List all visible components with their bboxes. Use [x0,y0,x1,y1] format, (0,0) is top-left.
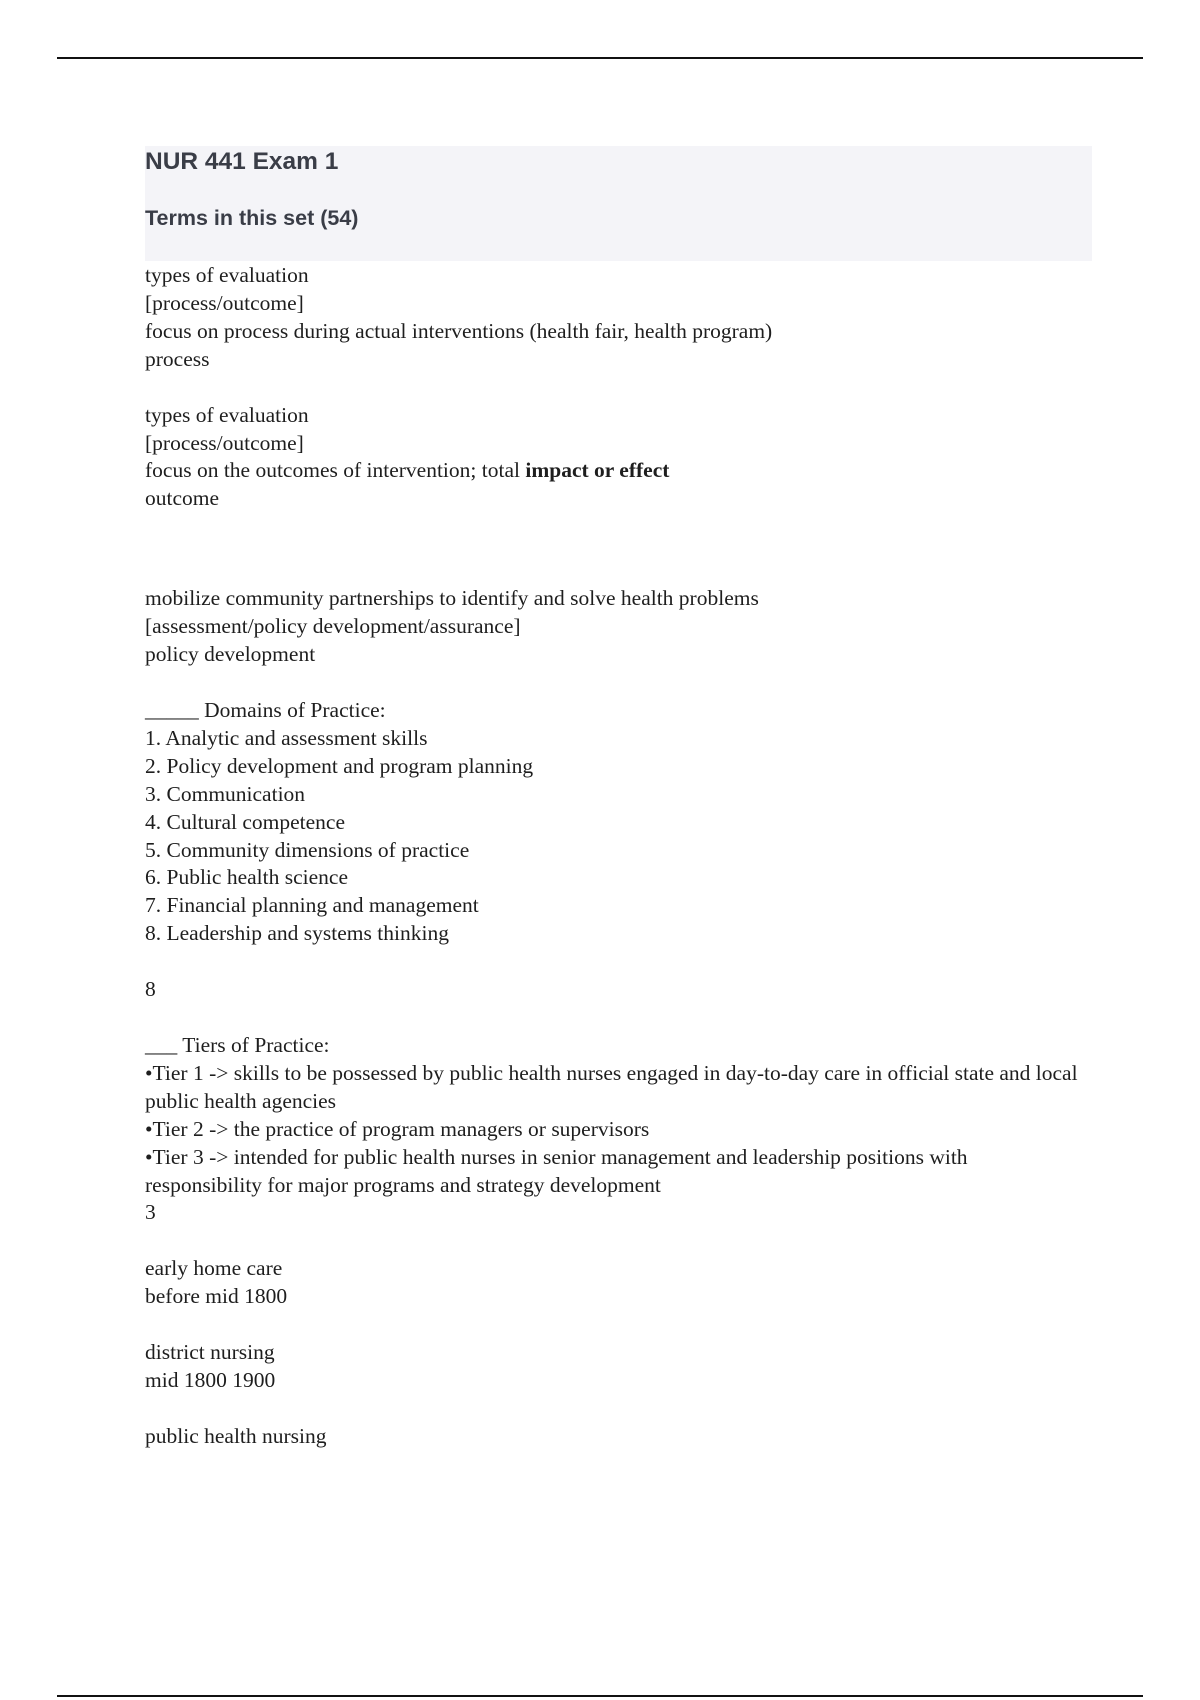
card-term-line: _____ Domains of Practice: [145,697,386,722]
card-term-line: [assessment/policy development/assurance] [145,614,521,639]
card-definition: process [145,346,210,371]
card-term-line: district nursing [145,1340,275,1365]
card-term-line: focus on process during actual interventions (health fair, health program) [145,318,773,343]
flashcard [145,1032,1085,1227]
card-term-line: early home care [145,1256,283,1281]
card-term-line: [process/outcome] [145,430,304,455]
card-term-line: 8. Leadership and systems thinking [145,921,449,946]
card-term-text: focus on the outcomes of intervention; total [145,458,526,483]
card-term-line [145,457,1085,485]
card-term-line: 6. Public health science [145,865,348,890]
card-definition: 3 [145,1200,156,1225]
flashcard [145,697,1085,1004]
card-definition: outcome [145,486,220,511]
flashcard [145,1423,1085,1451]
card-term-line: 3. Communication [145,781,306,806]
flashcard [145,585,1085,669]
bottom-rule [57,1695,1143,1697]
card-term-line: [process/outcome] [145,290,304,315]
card-term-line: 7. Financial planning and management [145,893,479,918]
card-term-line: public health nursing [145,1424,327,1448]
card-term-line: types of evaluation [145,263,309,287]
card-definition: before mid 1800 [145,1284,288,1309]
top-rule [57,57,1143,59]
card-definition: policy development [145,642,316,667]
set-title: NUR 441 Exam 1 [145,148,339,175]
card-term-line: types of evaluation [145,402,309,427]
flashcard [145,1255,1085,1311]
terms-count-heading: Terms in this set (54) [145,206,359,230]
card-term-line: •Tier 2 -> the practice of program managers or supervisors [145,1116,650,1141]
card-term-line: 4. Cultural competence [145,809,345,834]
card-definition: 8 [145,977,156,1002]
card-definition: mid 1800 1900 [145,1368,276,1393]
card-term-emphasis: impact or effect [525,458,670,483]
card-term-line: 2. Policy development and program planning [145,753,534,778]
card-term-line: 5. Community dimensions of practice [145,837,470,862]
card-term-line: •Tier 1 -> skills to be possessed by public health nurses engaged in day-to-day care in official state and local public health agencies [145,1060,1078,1113]
flashcard-list [145,262,1085,1451]
card-term-line: •Tier 3 -> intended for public health nurses in senior management and leadership positions with responsibility for major programs and strategy development [145,1144,968,1197]
flashcard [145,402,1085,514]
card-term-line: ___ Tiers of Practice: [145,1033,330,1058]
card-term-line: 1. Analytic and assessment skills [145,725,428,750]
card-term-line: mobilize community partnerships to identify and solve health problems [145,586,759,611]
flashcard [145,1339,1085,1395]
flashcard [145,262,1085,374]
